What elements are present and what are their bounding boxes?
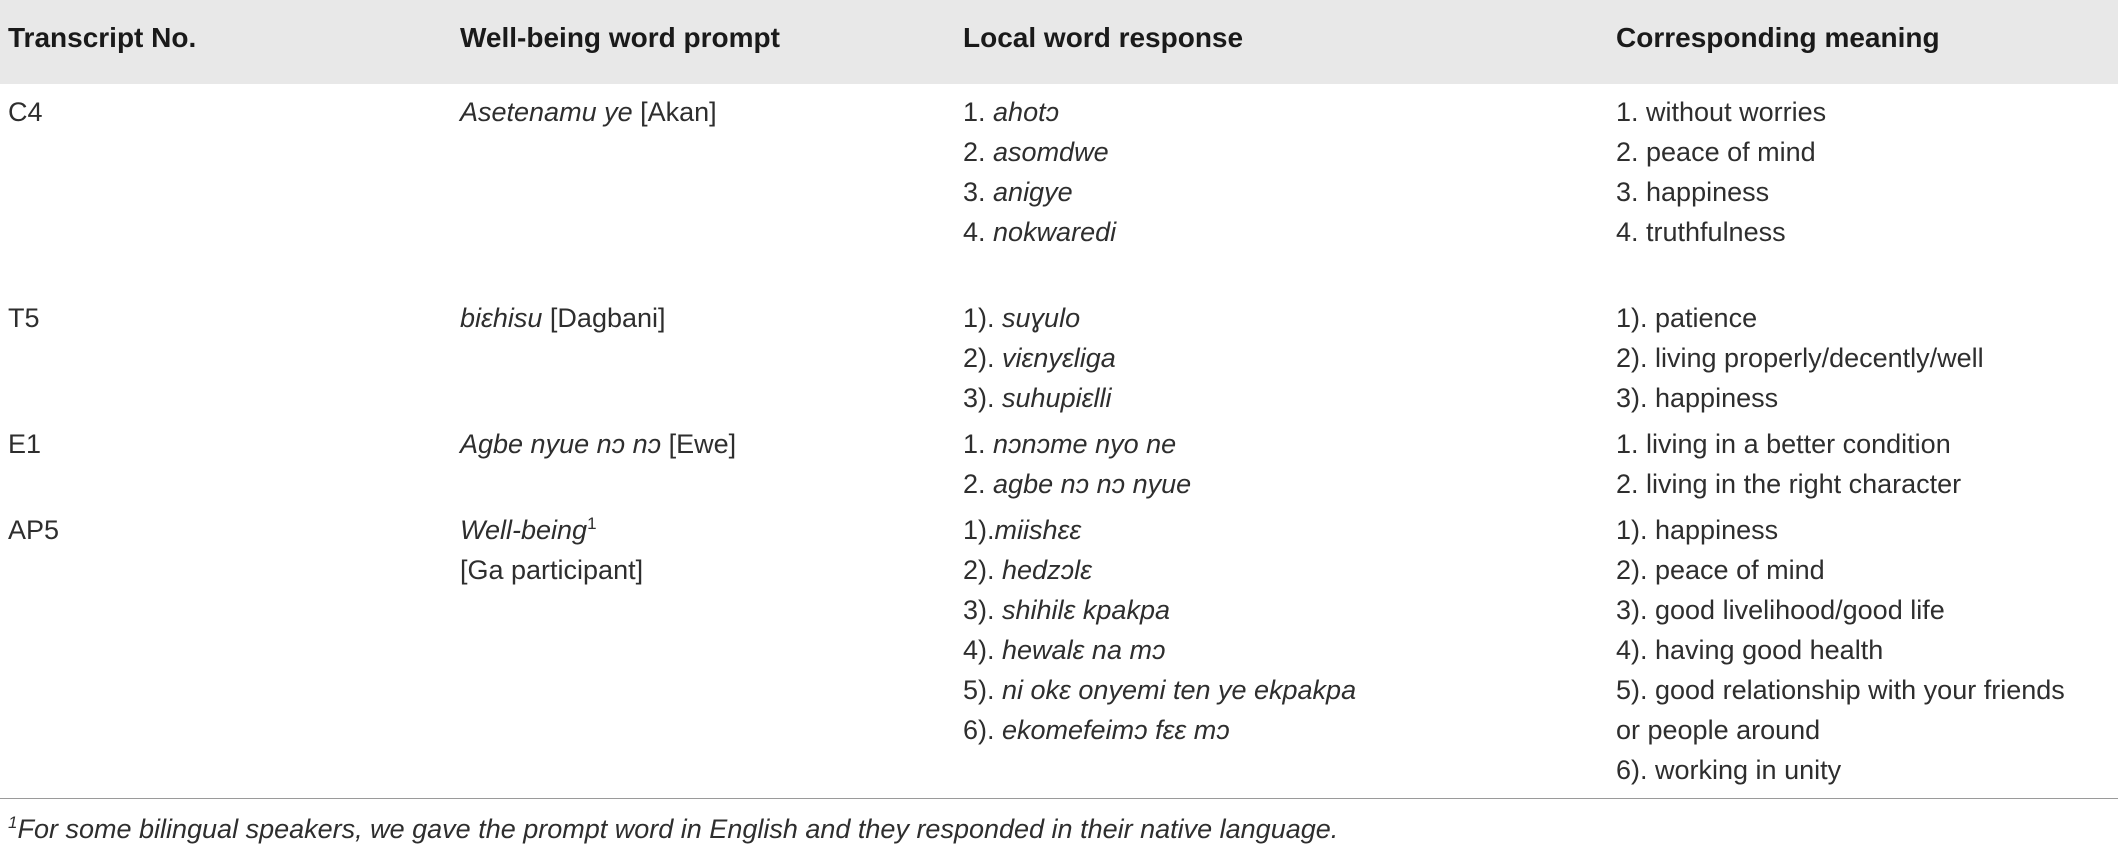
transcript-cell: E1 — [8, 429, 42, 459]
response-item: 4). hewalɛ na mɔ — [963, 635, 1166, 665]
meaning-cell — [1616, 92, 1826, 252]
meaning-item: 1). happiness — [1616, 515, 1779, 545]
meaning-item: 4). having good health — [1616, 635, 1884, 665]
meaning-item: 3. happiness — [1616, 177, 1770, 207]
meaning-item: 1). patience — [1616, 303, 1758, 333]
meaning-item: 3). good livelihood/good life — [1616, 595, 1945, 625]
header-prompt: Well-being word prompt — [460, 22, 780, 53]
meaning-item: 6). working in unity — [1616, 755, 1842, 785]
meaning-item: 2. peace of mind — [1616, 137, 1816, 167]
meaning-cell — [1616, 424, 1961, 504]
response-item: 2). hedzɔlɛ — [963, 555, 1092, 585]
prompt-word: Agbe nyue nɔ nɔ — [460, 429, 662, 459]
table-bottom-rule — [0, 798, 2118, 799]
response-item: 2. asomdwe — [963, 137, 1109, 167]
response-item: 3). suhupiɛlli — [963, 383, 1112, 413]
prompt-word: biɛhisu — [460, 303, 543, 333]
header-transcript: Transcript No. — [8, 22, 197, 53]
transcript-cell: C4 — [8, 97, 43, 127]
meaning-item: 1. without worries — [1616, 97, 1827, 127]
response-item: 5). ni okɛ onyemi ten ye ekpakpa — [963, 675, 1357, 705]
header-response: Local word response — [963, 22, 1244, 53]
prompt-cell — [460, 298, 666, 338]
prompt-word: Asetenamu ye — [460, 97, 633, 127]
transcript-cell: AP5 — [8, 515, 60, 545]
response-item: 3. anigye — [963, 177, 1073, 207]
response-cell — [963, 92, 1116, 252]
meaning-item: 3). happiness — [1616, 383, 1779, 413]
meaning-item: 2). living properly/decently/well — [1616, 343, 1984, 373]
response-item: 1. nɔnɔme nyo ne — [963, 429, 1177, 459]
meaning-item: 2). peace of mind — [1616, 555, 1825, 585]
meaning-item: 1. living in a better condition — [1616, 429, 1951, 459]
prompt-word: Well-being — [460, 515, 588, 545]
response-item: 2). viɛnyɛliga — [963, 343, 1116, 373]
meaning-item: or people around — [1616, 715, 1821, 745]
footnote-marker: 1 — [587, 514, 597, 533]
response-item: 1). suɣulo — [963, 303, 1081, 333]
meaning-cell — [1616, 298, 1984, 418]
prompt-language: [Dagbani] — [542, 303, 666, 333]
footnote-text: For some bilingual speakers, we gave the prompt word in English and they responded in their native language. — [17, 814, 1339, 844]
response-item: 4. nokwaredi — [963, 217, 1117, 247]
prompt-language: [Akan] — [632, 97, 717, 127]
prompt-cell — [460, 424, 736, 464]
response-item: 1).miishɛɛ — [963, 515, 1082, 545]
prompt-cell — [460, 92, 717, 132]
response-item: 1. ahotɔ — [963, 97, 1060, 127]
footnote-marker: 1 — [8, 813, 18, 832]
header-meaning: Corresponding meaning — [1616, 22, 1940, 53]
prompt-language: [Ga participant] — [460, 555, 644, 585]
meaning-cell — [1616, 510, 2065, 790]
response-cell — [963, 510, 1356, 750]
meaning-item: 5). good relationship with your friends — [1616, 675, 2065, 705]
transcript-cell: T5 — [8, 303, 40, 333]
meaning-item: 4. truthfulness — [1616, 217, 1786, 247]
meaning-item: 2. living in the right character — [1616, 469, 1962, 499]
response-item: 6). ekomefeimɔ fɛɛ mɔ — [963, 715, 1230, 745]
response-item: 2. agbe nɔ nɔ nyue — [963, 469, 1192, 499]
table-footnote — [8, 814, 1338, 845]
prompt-cell — [460, 510, 643, 590]
table-header — [0, 0, 2118, 84]
response-cell — [963, 298, 1116, 418]
response-cell — [963, 424, 1191, 504]
prompt-language: [Ewe] — [661, 429, 737, 459]
response-item: 3). shihilɛ kpakpa — [963, 595, 1170, 625]
